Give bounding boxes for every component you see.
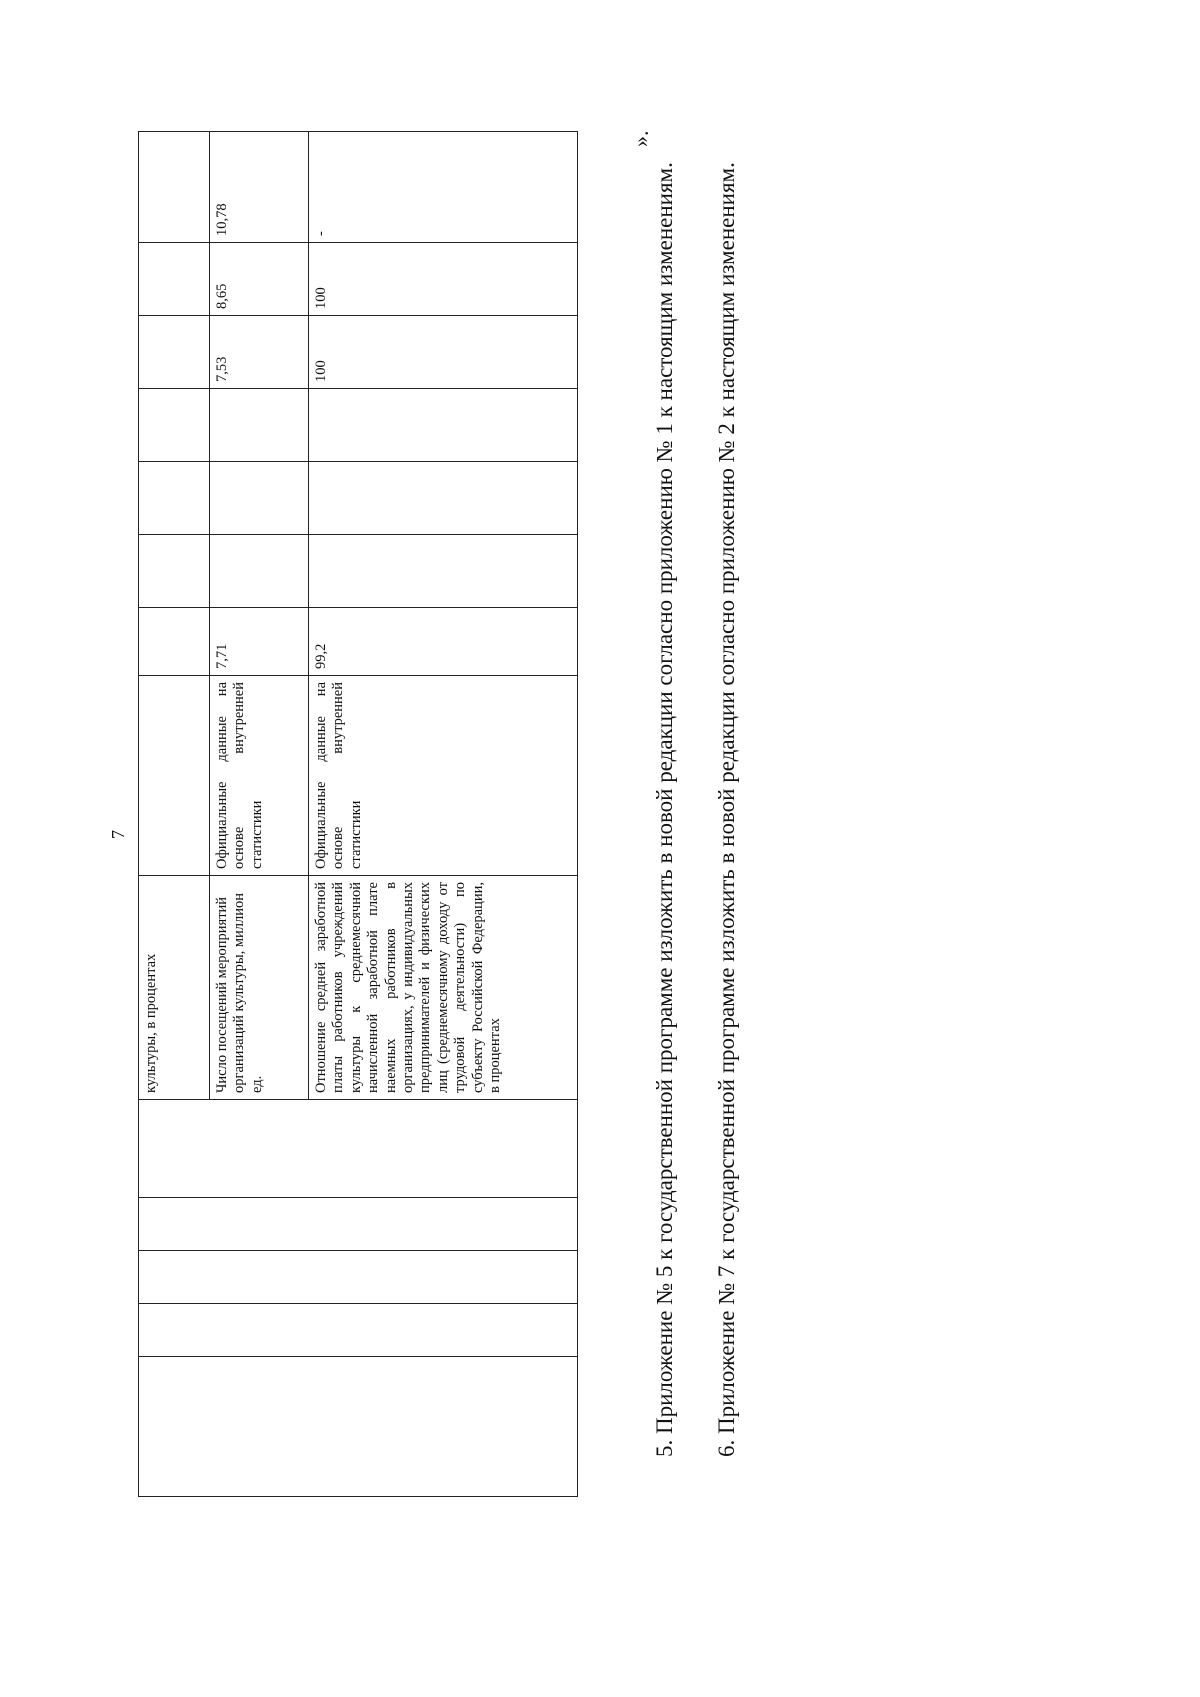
value-cell — [139, 462, 210, 535]
indicator-cell: Число посещений мероприятий организаций культуры, миллион ед. — [210, 876, 309, 1100]
indicator-cell: Отношение средней заработной платы работников учреждений культуры к среднемесячной начисленной заработной плате наемных работников в организациях, у индивидуальных предпринимателей и физических лиц (среднемесячному доходу от трудовой деятельности) по субъекту Российской Федерации, в процентах — [309, 876, 578, 1100]
empty-cell — [139, 1198, 578, 1251]
value-cell — [210, 389, 309, 462]
value-cell: 100 — [309, 316, 578, 389]
value-cell: - — [309, 132, 578, 243]
value-cell — [139, 608, 210, 676]
empty-cell — [139, 1251, 578, 1304]
paragraph-5 — [650, 117, 680, 1497]
value-cell — [139, 316, 210, 389]
indicator-cell: культуры, в процентах — [139, 876, 210, 1100]
base-value-cell: 99,2 — [309, 608, 578, 676]
base-value-cell: 7,71 — [210, 608, 309, 676]
value-cell — [210, 535, 309, 608]
value-cell: 8,65 — [210, 243, 309, 316]
page-number: 7 — [108, 830, 128, 839]
empty-cell — [139, 1304, 578, 1357]
source-cell: Официальные данные на основе внутренней статистики — [309, 676, 578, 876]
value-cell: 100 — [309, 243, 578, 316]
paragraph-text: 5. Приложение № 5 к государственной программе изложить в новой редакции согласно приложению № 1 к настоящим изменениям. — [652, 162, 677, 1457]
table-row — [139, 132, 210, 1497]
empty-cell — [139, 1100, 578, 1198]
value-cell — [139, 535, 210, 608]
value-cell — [309, 535, 578, 608]
source-cell — [139, 676, 210, 876]
value-cell — [139, 243, 210, 316]
closing-quote: ». — [628, 130, 653, 147]
paragraph-6 — [712, 117, 742, 1497]
paragraph-text: 6. Приложение № 7 к государственной программе изложить в новой редакции согласно приложению № 2 к настоящим изменениям. — [714, 162, 739, 1457]
value-cell — [309, 462, 578, 535]
value-cell — [210, 462, 309, 535]
value-cell — [139, 132, 210, 243]
value-cell: 7,53 — [210, 316, 309, 389]
indicators-table — [138, 131, 578, 1497]
value-cell: 10,78 — [210, 132, 309, 243]
value-cell — [139, 389, 210, 462]
source-cell: Официальные данные на основе внутренней статистики — [210, 676, 309, 876]
empty-cell — [139, 1357, 578, 1497]
value-cell — [309, 389, 578, 462]
